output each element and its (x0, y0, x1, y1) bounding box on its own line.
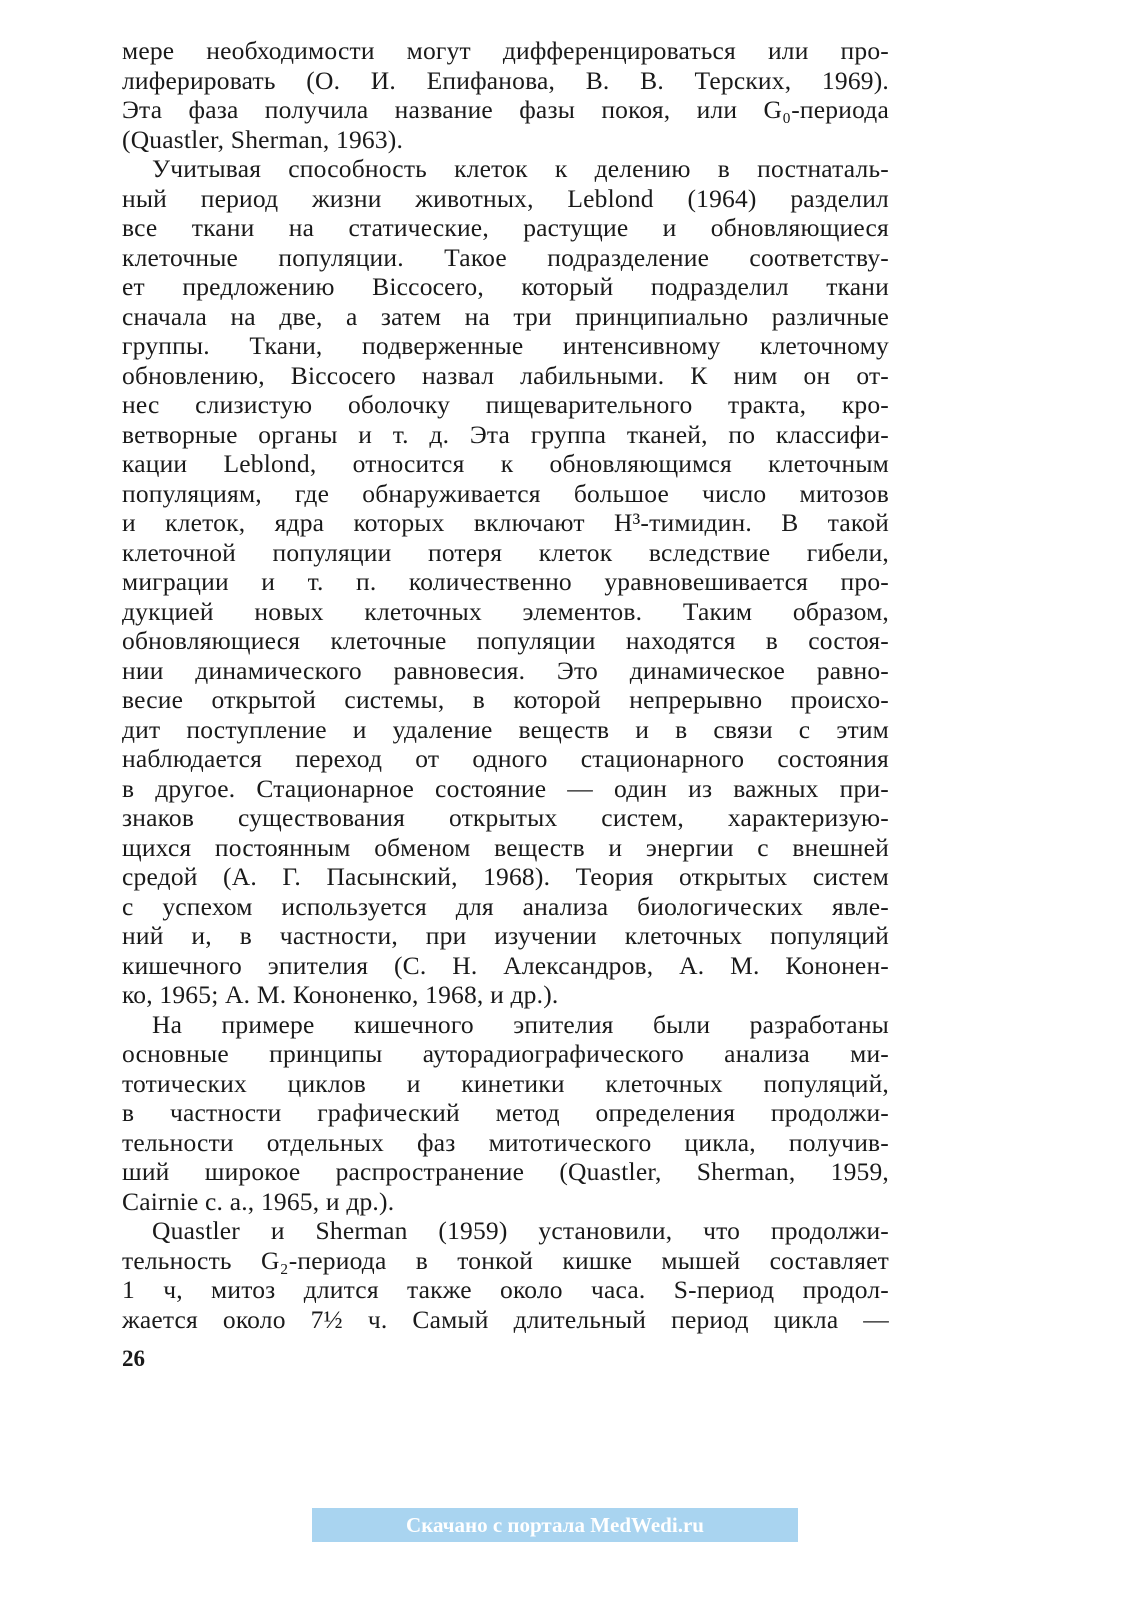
text-line: и клеток, ядра которых включают H³-тимидин. В такой (122, 508, 889, 537)
text-line: тотических циклов и кинетики клеточных популяций, (122, 1068, 889, 1098)
page-number: 26 (122, 1346, 145, 1371)
text-line: группы. Ткани, подверженные интенсивному клеточному (122, 331, 889, 360)
text-line: Quastler и Sherman (1959) установили, что продолжи- (152, 1216, 889, 1245)
text-line: миграции и т. п. количественно уравновешивается про- (122, 567, 889, 596)
text-line: дукцией новых клеточных элементов. Таким образом, (122, 596, 889, 626)
text-line: обновляющиеся клеточные популяции находятся в состоя- (122, 626, 889, 655)
text-line: мере необходимости могут дифференцироваться или про- (122, 36, 889, 65)
watermark-text: Скачано с портала MedWedi.ru (406, 1512, 704, 1537)
text-line: ный период жизни животных, Leblond (1964) разделил (122, 183, 889, 213)
text-line: (Quastler, Sherman, 1963). (122, 124, 404, 154)
text-line: знаков существования открытых систем, характеризую- (122, 803, 889, 832)
text-line: клеточные популяции. Такое подразделение соответству- (122, 242, 889, 272)
text-line: жается около 7½ ч. Самый длительный период цикла — (122, 1304, 889, 1334)
text-line: популяциям, где обнаруживается большое число митозов (122, 478, 889, 508)
text-line: тельности отдельных фаз митотического цикла, получив- (122, 1127, 889, 1157)
text-line: кишечного эпителия (С. Н. Александров, А. М. Кононен- (122, 950, 889, 980)
text-line: наблюдается переход от одного стационарного состояния (122, 744, 889, 773)
text-line: весие открытой системы, в которой непрерывно происхо- (122, 685, 889, 714)
text-line: Cairnie с. а., 1965, и др.). (122, 1186, 395, 1216)
text-line: нес слизистую оболочку пищеварительного тракта, кро- (122, 390, 889, 419)
text-line: дит поступление и удаление веществ и в связи с этим (122, 714, 889, 744)
text-line: ний и, в частности, при изучении клеточных популяций (122, 921, 889, 950)
text-line: лиферировать (О. И. Епифанова, В. В. Терских, 1969). (122, 65, 889, 95)
text-line: ет предложению Biccocero, который подразделил ткани (122, 272, 889, 301)
text-line: с успехом используется для анализа биологических явле- (122, 891, 889, 921)
text-line: средой (А. Г. Пасынский, 1968). Теория открытых систем (122, 862, 889, 891)
text-line: ко, 1965; А. М. Кононенко, 1968, и др.). (122, 980, 559, 1009)
text-line: тельность G₂-периода в тонкой кишке мышей составляет (122, 1245, 889, 1275)
text-line: в частности графический метод определения продолжи- (122, 1098, 889, 1127)
text-line: в другое. Стационарное состояние — один из важных при- (122, 773, 889, 803)
text-line: 1 ч, митоз длится также около часа. S-период продол- (122, 1275, 889, 1304)
text-line: основные принципы ауторадиографического анализа ми- (122, 1039, 889, 1068)
text-line: На примере кишечного эпителия были разработаны (152, 1009, 889, 1039)
text-line: щихся постоянным обменом веществ и энергии с внешней (122, 832, 889, 862)
text-line: ший широкое распространение (Quastler, Sherman, 1959, (122, 1157, 889, 1186)
text-line: клеточной популяции потеря клеток вследствие гибели, (122, 537, 889, 567)
text-line: кации Leblond, относится к обновляющимся клеточным (122, 449, 889, 478)
text-line: Учитывая способность клеток к делению в постнаталь- (152, 154, 889, 183)
text-line: Эта фаза получила название фазы покоя, или G₀-периода (122, 95, 889, 124)
text-line: все ткани на статические, растущие и обновляющиеся (122, 213, 889, 242)
body-text (122, 36, 889, 1334)
text-line: сначала на две, а затем на три принципиально различные (122, 301, 889, 331)
watermark-banner (312, 1508, 798, 1542)
text-line: ветворные органы и т. д. Эта группа тканей, по классифи- (122, 419, 889, 449)
text-line: нии динамического равновесия. Это динамическое равно- (122, 655, 889, 685)
text-line: обновлению, Biccocero назвал лабильными. К ним он от- (122, 360, 889, 390)
